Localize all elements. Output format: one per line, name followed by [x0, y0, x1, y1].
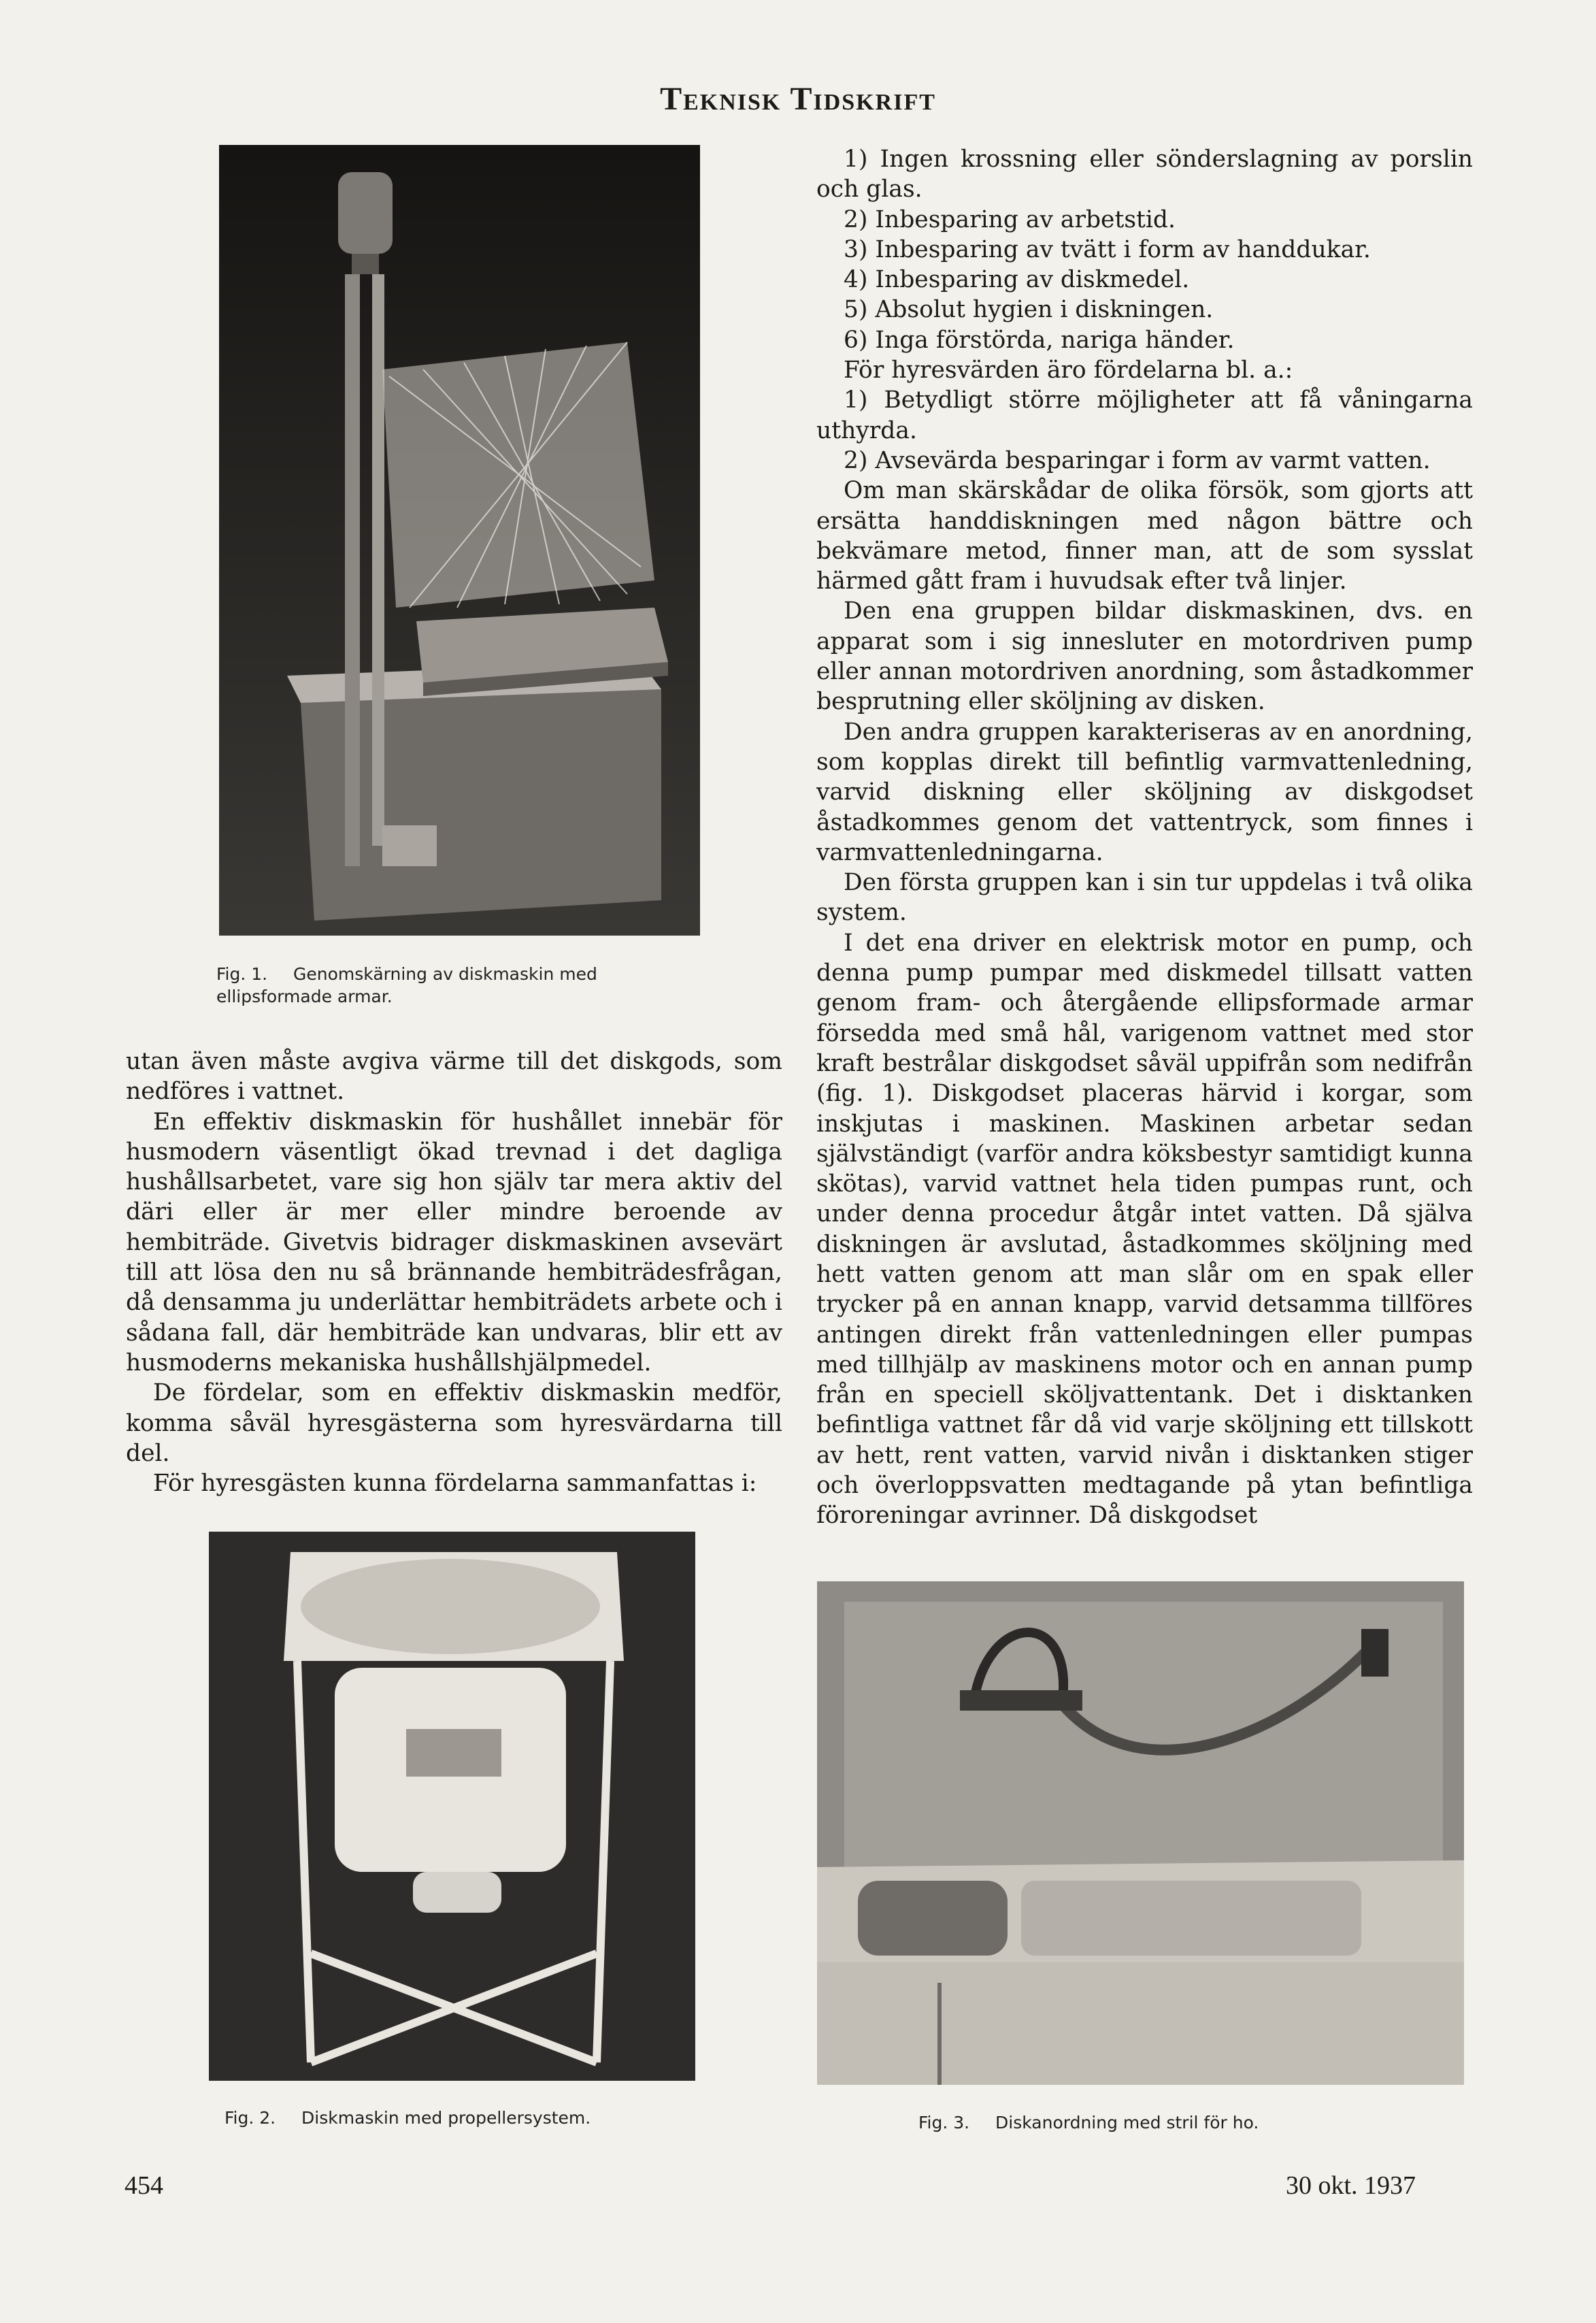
figure-3-caption	[918, 2111, 1395, 2134]
paragraph: Den ena gruppen bildar diskmaskinen, dvs. en apparat som i sig innesluter en motordriven pump eller annan motordriven anordning, som åstadkommer besprutning eller sköljning av disken.	[816, 597, 1473, 716]
paragraph: I det ena driver en elektrisk motor en pump, och denna pump pumpar med diskmedel tillsatt vatten genom fram- och återgående ellipsformade armar försedda med små hål, varigenom vattnet med stor kraft bestrålar diskgodset såväl uppifrån som nedifrån (fig. 1). Diskgodset placeras härvid i korgar, som inskjutas i maskinen. Maskinen arbetar sedan självständigt (varför andra köksbestyr samtidigt kunna skötas), varvid vattnet hela tiden pumpas runt, och under denna procedur åtgår intet vatten. Då själva diskningen är avslutad, åstadkommes sköljning med hett vatten genom att man slår om en spak eller trycker på en annan knapp, varvid detsamma tillföres antingen direkt från vattenledningen eller pumpas med tillhjälp av maskinens motor och en annan pump från en speciell sköljvattentank. Det i disktanken befintliga vattnet får då vid varje sköljning ett tillskott av hett, rent vatten, varvid nivån i disktanken stiger och överloppsvatten medtagande på ytan befintliga föroreningar avrinner. Då diskgodset	[816, 929, 1473, 1530]
figure-3-caption-number: Fig. 3.	[918, 2113, 970, 2132]
dishwasher-cutaway-illustration	[219, 145, 700, 936]
paragraph: De fördelar, som en effektiv diskmaskin medför, komma såväl hyresgästerna som hyresvärdarna till del.	[126, 1379, 782, 1467]
paragraph: För hyresvärden äro fördelarna bl. a.:	[844, 357, 1293, 384]
list-item: 4) Inbesparing av diskmedel.	[844, 266, 1190, 294]
figure-1-caption-number: Fig. 1.	[216, 964, 268, 984]
list-item: 2) Avsevärda besparingar i form av varmt vatten.	[844, 446, 1431, 474]
paragraph: utan även måste avgiva värme till det diskgods, som nedföres i vattnet.	[126, 1048, 782, 1106]
paragraph: Den första gruppen kan i sin tur uppdelas i två olika system.	[816, 869, 1473, 927]
figure-2-caption-number: Fig. 2.	[225, 2108, 276, 2128]
figure-1-image	[219, 145, 700, 936]
list-item: 2) Inbesparing av arbetstid.	[844, 205, 1176, 233]
figure-2-caption	[225, 2107, 701, 2129]
figure-2-image	[209, 1532, 695, 2081]
figure-3-image	[817, 1581, 1464, 2085]
list-item: 5) Absolut hygien i diskningen.	[844, 296, 1214, 324]
list-item: 6) Inga förstörda, nariga händer.	[844, 326, 1235, 354]
figure-3-caption-text: Diskanordning med stril för ho.	[995, 2113, 1259, 2132]
list-item: 3) Inbesparing av tvätt i form av handdukar.	[844, 235, 1371, 263]
issue-date: 30 okt. 1937	[1286, 2171, 1416, 2200]
figure-1-caption-text: Genomskärning av diskmaskin med ellipsformade armar.	[216, 964, 597, 1006]
paragraph: För hyresgästen kunna fördelarna sammanfattas i:	[153, 1470, 757, 1498]
figure-1-caption	[216, 963, 706, 1008]
paragraph: Om man skärskådar de olika försök, som gjorts att ersätta handdiskningen med någon bättre och bekvämare metod, finner man, att de som sysslat härmed gått fram i huvudsak efter två linjer.	[816, 477, 1473, 595]
page-number: 454	[124, 2171, 163, 2200]
left-column-text	[126, 1047, 782, 1498]
list-item: 1) Ingen krossning eller sönderslagning av porslin och glas.	[816, 146, 1473, 203]
sink-with-spray-hose-photo	[817, 1581, 1464, 2085]
paragraph: Den andra gruppen karakteriseras av en anordning, som kopplas direkt till befintlig varmvattenledning, varvid diskning eller sköljning av diskgodset åstadkommes genom det vattentryck, som finnes i varmvattenledningarna.	[816, 718, 1473, 866]
figure-2-caption-text: Diskmaskin med propellersystem.	[301, 2108, 591, 2128]
right-column-text	[816, 144, 1473, 1531]
list-item: 1) Betydligt större möjligheter att få våningarna uthyrda.	[816, 386, 1473, 444]
paragraph: En effektiv diskmaskin för hushållet innebär för husmodern väsentligt ökad trevnad i det dagliga hushållsarbetet, vare sig hon själv tar mera aktiv del däri eller är mer eller mindre beroende av hembiträde. Givetvis bidrager diskmaskinen avsevärt till att lösa den nu så brännande hembiträdesfrågan, då densamma ju underlättar hembiträdets arbete och i sådana fall, där hembiträde kan undvaras, blir ett av husmoderns mekaniska hushållshjälpmedel.	[126, 1108, 782, 1377]
journal-title: Teknisk Tidskrift	[660, 81, 936, 117]
propeller-dishwasher-photo	[209, 1532, 695, 2081]
